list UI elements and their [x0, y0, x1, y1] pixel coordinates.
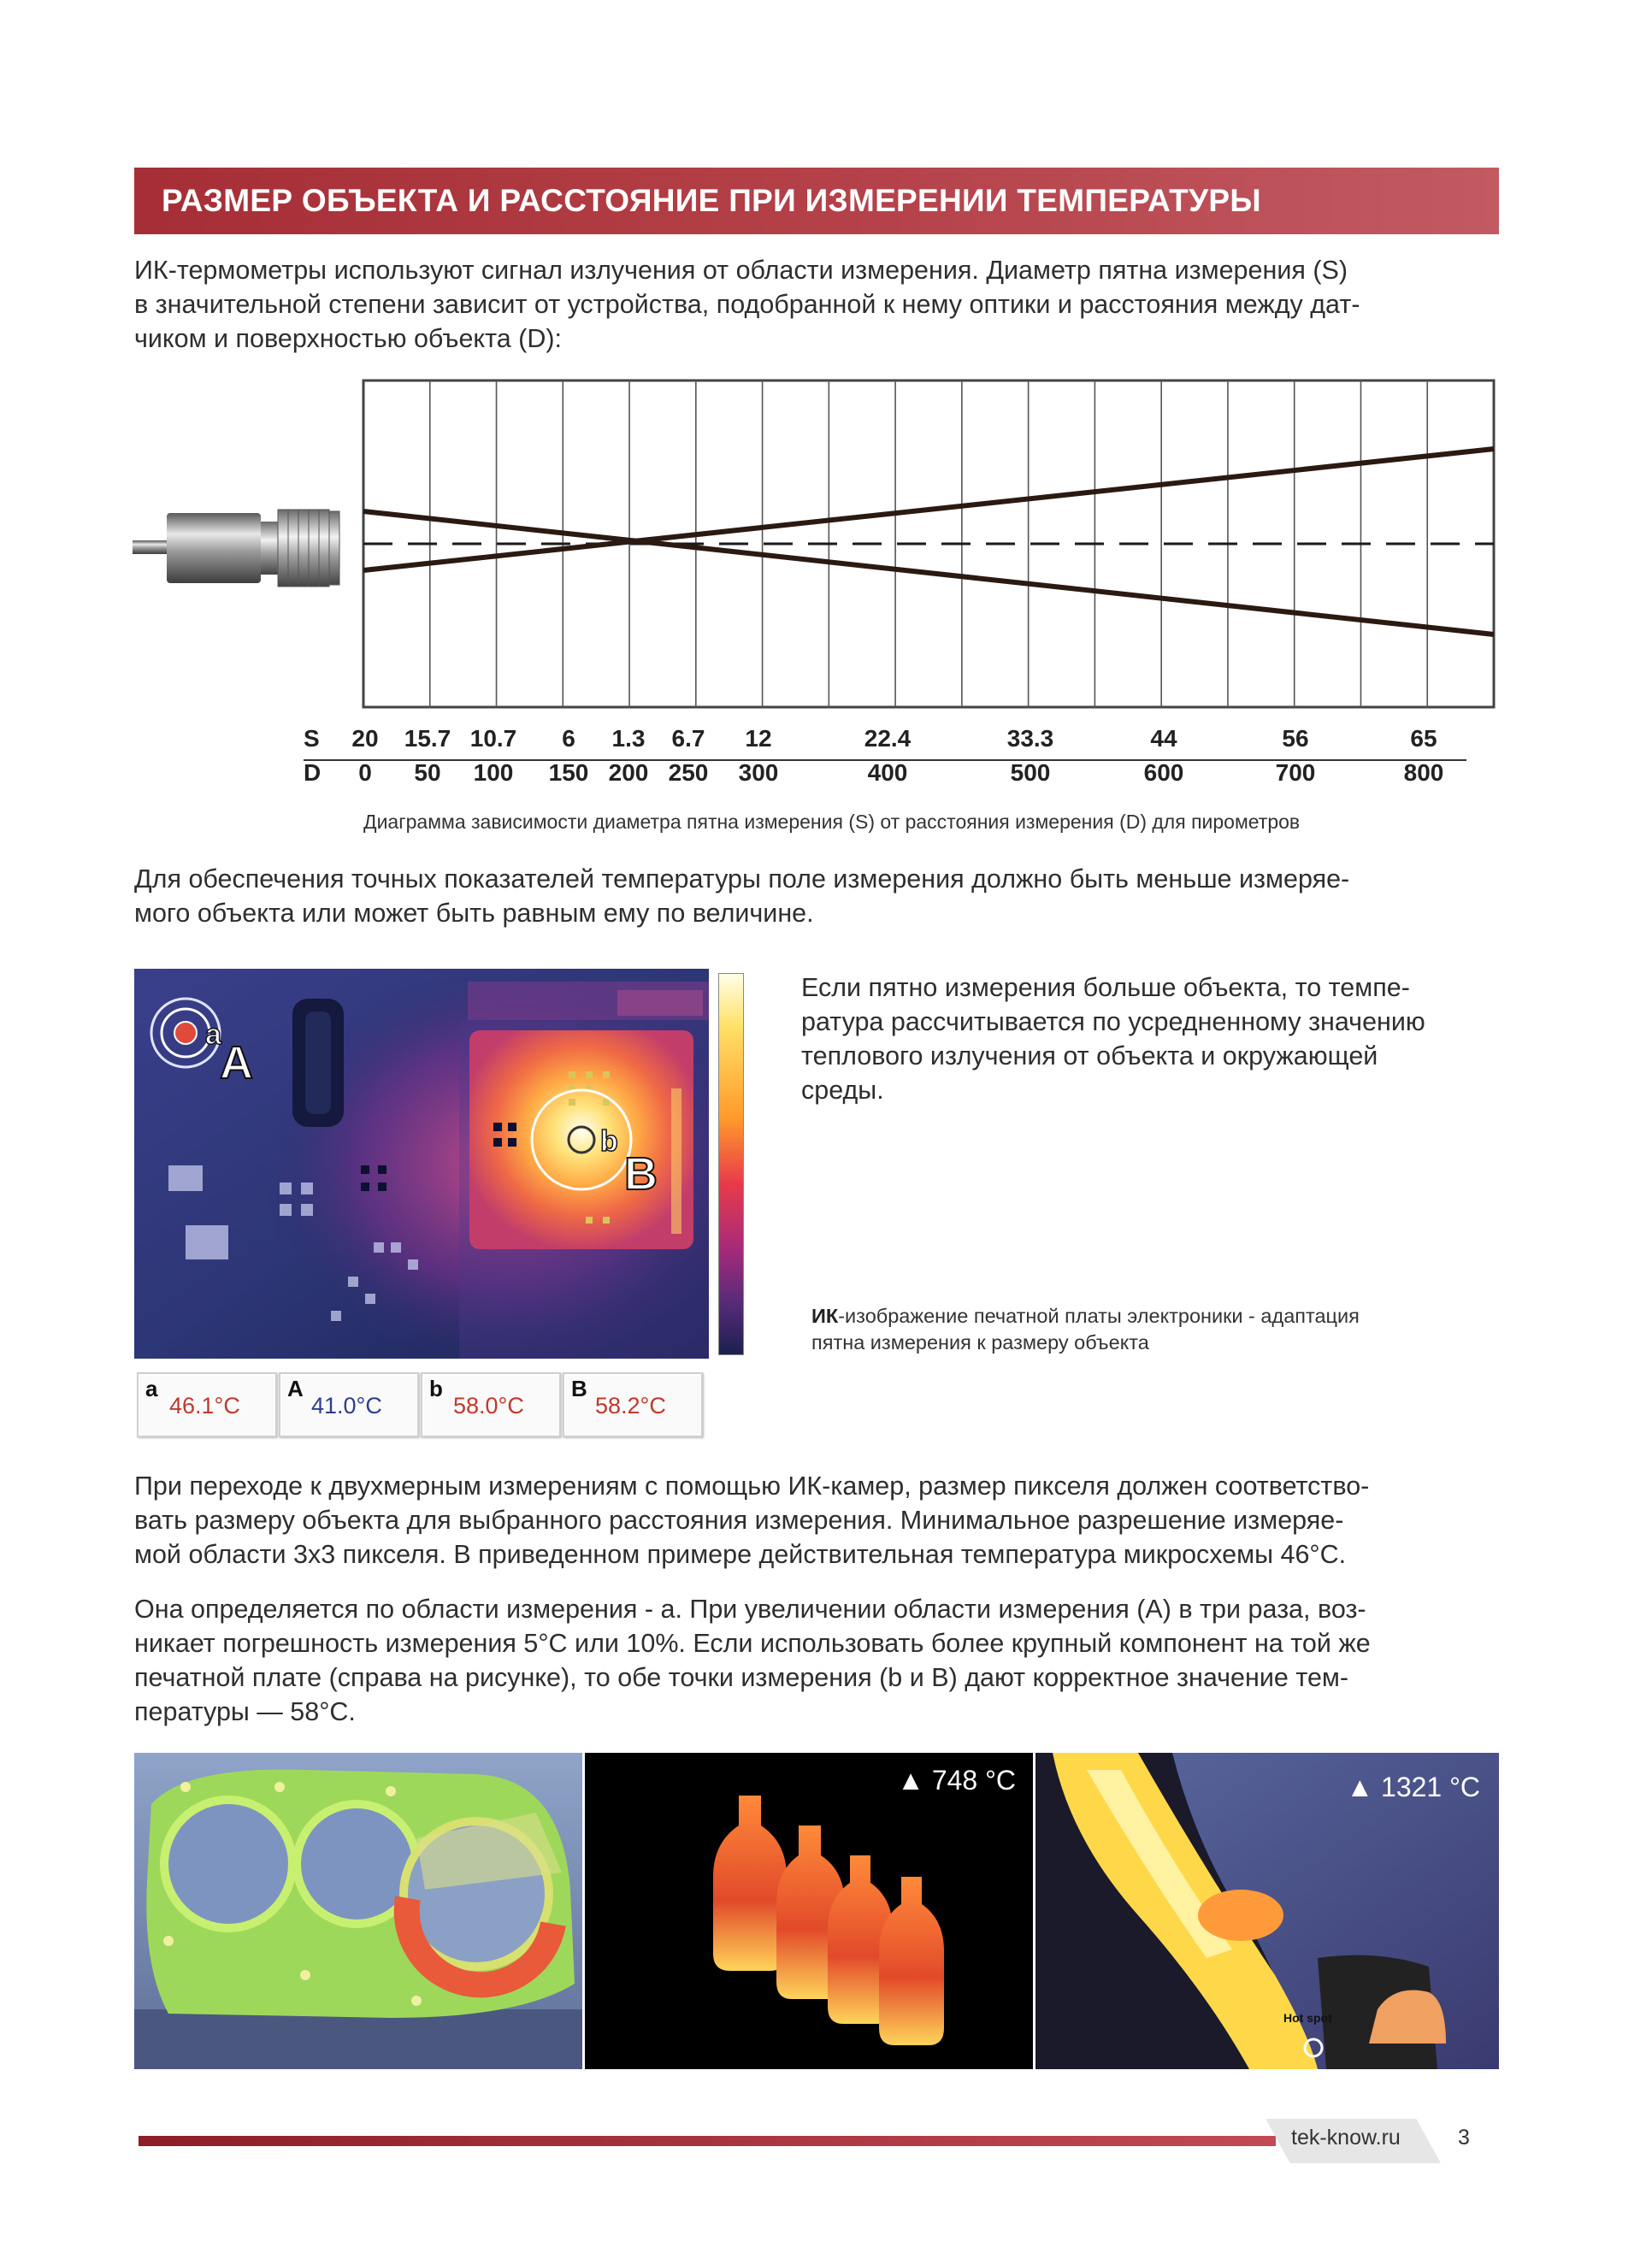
s-value: 56 [1282, 725, 1309, 752]
d-value: 200 [608, 759, 649, 786]
reading-value: 58.0°C [453, 1393, 524, 1418]
pixel-size-paragraph [134, 1469, 1499, 1572]
thermal-gearbox-photo [134, 1753, 582, 2069]
intro-line: ИК-термометры используют сигнал излучения от области измерения. Диаметр пятна измерения (S) [134, 256, 1348, 285]
spot-size-diagram [359, 376, 1501, 711]
d-value: 100 [473, 759, 514, 786]
paragraph-line: никает погрешность измерения 5°С или 10%. Если использовать более крупный компонент на той же [134, 1629, 1371, 1658]
reading-value: 46.1°C [169, 1393, 240, 1418]
max-temp-metal: ▲ 1321 °C [1346, 1772, 1480, 1802]
thermal-image-caption [811, 1303, 1490, 1356]
reading-letter: A [287, 1376, 304, 1401]
reading-letter: B [571, 1376, 587, 1401]
reading-box [279, 1372, 419, 1437]
d-value: 0 [358, 759, 372, 786]
s-value: 6 [562, 725, 575, 752]
s-value: 15.7 [404, 725, 451, 752]
s-value: 33.3 [1006, 725, 1054, 752]
thermal-molten-metal-photo [1035, 1753, 1499, 2069]
paragraph-line: Она определяется по области измерения - а. При увеличении области измерения (А) в три раза, воз- [134, 1595, 1366, 1624]
caption-text: пятна измерения к размеру объекта [811, 1331, 1149, 1354]
accuracy-paragraph [134, 862, 1499, 930]
reading-value: 41.0°C [311, 1393, 382, 1418]
spot-larger-paragraph [801, 970, 1490, 1107]
s-value: 10.7 [469, 725, 517, 752]
d-value: 400 [867, 759, 908, 786]
measurement-error-paragraph [134, 1592, 1499, 1729]
page-number: 3 [1458, 2126, 1470, 2150]
s-value: 44 [1150, 725, 1177, 752]
s-row-label: S [304, 725, 320, 752]
d-values-row [304, 759, 1466, 793]
reading-box [137, 1372, 277, 1437]
paragraph-line: печатной плате (справа на рисунке), то обе точки измерения (b и B) дают корректное значение тем- [134, 1663, 1349, 1692]
d-value: 150 [548, 759, 589, 786]
s-value: 1.3 [611, 725, 646, 752]
spot-label-big-b: B [624, 1148, 658, 1200]
d-value: 250 [668, 759, 709, 786]
d-value: 600 [1143, 759, 1184, 786]
d-value: 800 [1403, 759, 1444, 786]
d-value: 500 [1010, 759, 1051, 786]
s-value: 12 [745, 725, 772, 752]
intro-line: чиком и поверхностью объекта (D): [134, 324, 562, 353]
spot-label-a: a [205, 1018, 221, 1051]
reading-letter: a [145, 1376, 158, 1401]
s-value: 6.7 [671, 725, 705, 752]
reading-value: 58.2°C [595, 1393, 666, 1418]
s-value: 65 [1410, 725, 1437, 752]
spot-label-b: b [600, 1125, 618, 1158]
paragraph-line: теплового излучения от объекта и окружающей [801, 1041, 1378, 1070]
reading-letter: b [429, 1376, 443, 1401]
paragraph-line: Если пятно измерения больше объекта, то темпе- [801, 973, 1410, 1002]
paragraph-line: вать размеру объекта для выбранного расстояния измерения. Минимальное разрешение измеряе- [134, 1506, 1344, 1535]
paragraph-line: среды. [801, 1076, 884, 1105]
paragraph-line: При переходе к двухмерным измерениям с помощью ИК-камер, размер пикселя должен соответство- [134, 1472, 1370, 1501]
d-value: 300 [738, 759, 779, 786]
paragraph-line: мого объекта или может быть равным ему по величине. [134, 899, 814, 928]
s-values-row [304, 725, 1466, 759]
reading-box [563, 1372, 703, 1437]
thermal-bottles-photo [585, 1753, 1033, 2069]
paragraph-line: пературы — 58°С. [134, 1697, 356, 1726]
section-title: РАЗМЕР ОБЪЕКТА И РАССТОЯНИЕ ПРИ ИЗМЕРЕНИИ ТЕМПЕРАТУРЫ [134, 168, 1499, 234]
paragraph-line: Для обеспечения точных показателей температуры поле измерения должно быть меньше измеряе- [134, 864, 1350, 894]
paragraph-line: ратура рассчитывается по усредненному значению [801, 1007, 1425, 1036]
intro-line: в значительной степени зависит от устройства, подобранной к нему оптики и расстояния между дат- [134, 290, 1360, 319]
reading-box [421, 1372, 561, 1437]
pyrometer-sensor-image [133, 503, 346, 593]
max-temp-bottles: ▲ 748 °C [897, 1765, 1016, 1796]
intro-paragraph [134, 253, 1499, 356]
s-value: 22.4 [864, 725, 912, 752]
paragraph-line: мой области 3х3 пикселя. В приведенном примере действительная температура микросхемы 46°С. [134, 1540, 1347, 1569]
footer-website: tek-know.ru [1291, 2126, 1401, 2150]
s-value: 20 [351, 725, 379, 752]
caption-bold: ИК [811, 1305, 839, 1327]
hot-spot-label: Hot spot [1283, 2011, 1332, 2025]
d-row-label: D [304, 759, 322, 786]
d-value: 50 [414, 759, 441, 786]
diagram-caption: Диаграмма зависимости диаметра пятна измерения (S) от расстояния измерения (D) для пирометров [363, 811, 1301, 833]
spot-distance-table [304, 725, 1466, 793]
d-value: 700 [1275, 759, 1316, 786]
caption-text: -изображение печатной платы электроники - адаптация [838, 1305, 1360, 1327]
temperature-color-scale [718, 973, 744, 1355]
thermal-pcb-image [134, 969, 709, 1359]
spot-label-big-a: A [220, 1037, 253, 1088]
footer-bar [139, 2136, 1276, 2146]
